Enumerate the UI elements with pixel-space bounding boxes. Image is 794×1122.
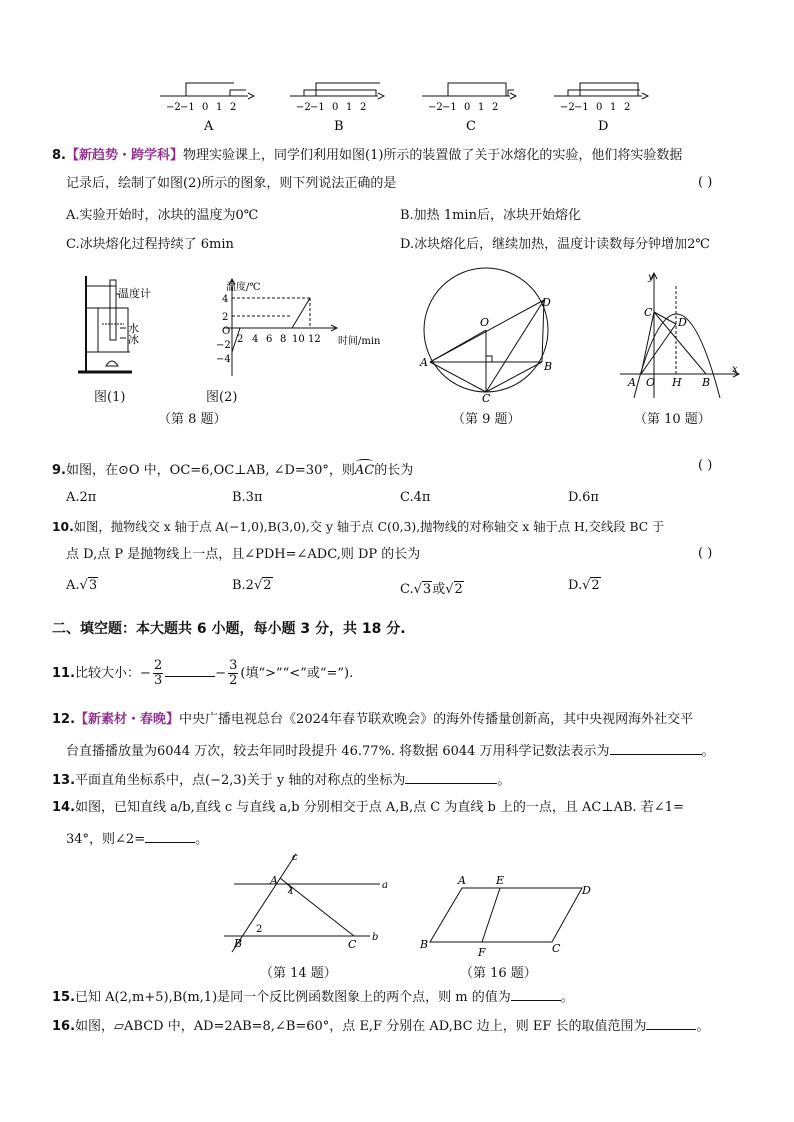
fig9-circle	[418, 266, 558, 405]
q14-line1	[52, 799, 684, 817]
q11-f2-num: 3	[229, 658, 238, 673]
nl-d-tick: 2	[624, 102, 631, 113]
number-line-a	[160, 83, 254, 134]
fig8-xtick: 8	[280, 334, 287, 345]
nl-c-tick: 0	[464, 102, 471, 113]
q16-line	[52, 1015, 710, 1036]
fig10-point: C	[644, 306, 653, 319]
nl-b-label: B	[334, 119, 344, 134]
nl-d-label: D	[598, 119, 609, 134]
q11-fraction-1	[153, 659, 163, 688]
q11-answer-blank[interactable]	[165, 662, 215, 677]
nl-b-tick: 2	[360, 102, 367, 113]
q10-option-a: A.√3	[66, 578, 98, 593]
fig9-caption: （第 9 题）	[452, 412, 521, 427]
nl-c-tick: −1	[442, 102, 457, 113]
q12-number: 12.	[52, 712, 76, 727]
q11-mid: −	[215, 666, 227, 681]
q14-line2	[66, 828, 208, 849]
q10-opt-d-label: D.	[568, 578, 583, 593]
q15-text: 已知 A(2,m+5),B(m,1)是同一个反比例函数图象上的两个点，则 m 的值为	[75, 990, 511, 1005]
q9-answer-paren: ( )	[698, 458, 713, 473]
fig8-caption-1: 图(1)	[94, 390, 126, 405]
q14-text-line2: 34°，则∠2=	[66, 832, 146, 847]
q16-number: 16.	[52, 1019, 76, 1034]
q15-line	[52, 986, 574, 1007]
q12-line1	[52, 711, 693, 729]
q9-line	[52, 458, 413, 480]
nl-b-tick: −2	[296, 102, 311, 113]
fig10-point: x	[732, 364, 738, 375]
q10-opt-c-rad2: 2	[454, 582, 463, 597]
nl-d-tick: 1	[610, 102, 617, 113]
q8-text-line2: 记录后，绘制了如图(2)所示的图象，则下列说法正确的是	[66, 176, 397, 191]
nl-d-tick: 0	[596, 102, 603, 113]
fig14-label: b	[372, 932, 379, 943]
fig16-label: E	[496, 874, 505, 887]
q11-number: 11.	[52, 666, 76, 681]
q12-text-end: 。	[701, 744, 715, 759]
fig9-point: D	[542, 296, 551, 309]
fig8-ytick: 2	[222, 312, 229, 323]
q10-option-c: C.√3或√2	[400, 582, 463, 597]
fig8-label-thermometer: 温度计	[118, 287, 151, 300]
nl-b-tick: 0	[332, 102, 339, 113]
nl-b-tick: −1	[310, 102, 325, 113]
number-line-b	[290, 83, 384, 134]
nl-c-tick: 2	[492, 102, 499, 113]
q8-number: 8.	[52, 148, 66, 163]
fig10-caption: （第 10 题）	[634, 412, 711, 427]
section-fill-in-title: 二、填空题：本大题共 6 小题，每小题 3 分，共 18 分.	[52, 621, 406, 637]
q15-number: 15.	[52, 990, 76, 1005]
q9-text-a: 如图，在⊙O 中，OC=6,OC⊥AB, ∠D=30°，则	[65, 463, 355, 478]
fig14-label: A	[270, 874, 278, 887]
fig14-label: 1	[288, 886, 295, 897]
nl-c-tick: 1	[478, 102, 485, 113]
fig8-xtick: 12	[308, 334, 321, 345]
q11-line	[52, 658, 353, 690]
fig10-point: A	[628, 376, 636, 389]
fig8-graph	[196, 276, 382, 382]
fig9-point: A	[420, 356, 428, 369]
q10-opt-c-label: C.	[400, 582, 414, 597]
fig8-ytick: O	[222, 326, 231, 337]
q10-opt-a-label: A.	[66, 578, 80, 593]
fig16-caption: （第 16 题）	[460, 966, 537, 981]
fig8-label-ice: 冰	[128, 333, 139, 346]
fig9-point: B	[544, 360, 553, 373]
fig8-ytick: −2	[216, 340, 231, 351]
fig16-label: C	[552, 942, 561, 955]
q8-option-c: C.冰块熔化过程持续了 6min	[66, 237, 234, 252]
nl-a-tick: 0	[202, 102, 209, 113]
q10-opt-c-or: 或	[432, 582, 446, 597]
fig8-apparatus	[76, 272, 176, 382]
q10-opt-b-label: B.2	[232, 578, 254, 593]
fig14-label: 2	[256, 924, 263, 935]
q10-line1	[52, 518, 664, 536]
q9-option-c: C.4π	[400, 490, 431, 505]
fig8-label-water: 水	[128, 322, 139, 335]
q12-tag: 【新素材・春晚】	[75, 712, 180, 727]
fig8-xlabel: 时间/min	[338, 336, 381, 347]
fig16-label: F	[478, 946, 486, 959]
q8-text-line1: 物理实验课上，同学们利用如图(1)所示的装置做了关于冰熔化的实验，他们将实验数据	[183, 148, 683, 163]
q9-number: 9.	[52, 463, 66, 478]
arc-mark-icon	[356, 459, 373, 464]
fig14-parallel-lines	[220, 848, 392, 956]
fig8-xtick: 4	[252, 334, 259, 345]
fig8-caption: （第 8 题）	[158, 412, 227, 427]
q11-f1-den: 3	[153, 673, 163, 688]
q16-text: 如图，▱ABCD 中，AD=2AB=8,∠B=60°，点 E,F 分别在 AD,BC 边上，则 EF 长的取值范围为	[75, 1019, 647, 1034]
q15-answer-blank[interactable]	[511, 986, 561, 1001]
fig14-label: a	[382, 880, 388, 891]
q12-text-line2: 台直播播放量为6044 万次，较去年同时段提升 46.77%. 将数据 6044 万用科学记数法表示为	[66, 744, 610, 759]
q8-option-b: B.加热 1min后，冰块开始熔化	[400, 208, 581, 223]
q10-opt-b-rad: 2	[263, 578, 272, 593]
q11-f1-num: 2	[153, 658, 163, 673]
q10-option-b: B.2√2	[232, 578, 272, 593]
nl-a-label: A	[204, 119, 214, 134]
q10-line2	[66, 546, 420, 564]
q12-line2	[66, 740, 715, 761]
q10-text-line2: 点 D,点 P 是抛物线上一点，且∠PDH=∠ADC,则 DP 的长为	[66, 547, 421, 562]
q11-text-b: (填“>”“<”或“=”).	[240, 666, 354, 681]
nl-b-tick: 1	[346, 102, 353, 113]
fig8-caption-2: 图(2)	[206, 390, 238, 405]
q13-line	[52, 769, 510, 790]
q11-fraction-2	[228, 659, 238, 688]
q14-answer-blank[interactable]	[145, 828, 195, 843]
q10-opt-a-rad: 3	[88, 578, 98, 593]
q8-tag: 【新趋势・跨学科】	[65, 148, 183, 163]
nl-a-tick: 1	[216, 102, 223, 113]
q13-text-end: 。	[497, 773, 511, 788]
nl-c-label: C	[466, 119, 476, 134]
nl-d-tick: −1	[574, 102, 589, 113]
fig9-point: C	[482, 392, 491, 405]
fig8-ytick: −4	[216, 354, 231, 365]
nl-c-tick: −2	[428, 102, 443, 113]
q9-option-a: A.2π	[66, 490, 97, 505]
q9-option-b: B.3π	[232, 490, 263, 505]
fig10-point: H	[672, 376, 682, 389]
q12-answer-blank[interactable]	[610, 740, 702, 755]
fig10-point: O	[646, 376, 656, 389]
number-line-d	[554, 83, 648, 134]
fig10-parabola	[616, 270, 746, 402]
q8-line1	[52, 147, 682, 165]
q10-opt-c-rad1: 3	[422, 582, 432, 597]
q8-option-d: D.冰块熔化后，继续加热，温度计读数每分钟增加2℃	[400, 237, 710, 252]
fig9-point: O	[480, 316, 490, 329]
fig16-parallelogram	[418, 872, 598, 960]
q14-text-end: 。	[195, 832, 209, 847]
q10-text-line1: 如图，抛物线交 x 轴于点 A(−1,0),B(3,0),交 y 轴于点 C(0,3),抛物线的对称轴交 x 轴于点 H,交线段 BC 于	[73, 520, 665, 534]
fig16-label: B	[420, 938, 429, 951]
fig14-label: B	[234, 937, 243, 950]
fig8-xtick: 6	[266, 334, 273, 345]
fig14-caption: （第 14 题）	[260, 966, 337, 981]
q11-f2-den: 2	[229, 673, 238, 688]
fig14-label: c	[292, 852, 298, 863]
q8-line2	[66, 175, 396, 193]
number-line-options	[150, 80, 631, 138]
q16-answer-blank[interactable]	[646, 1015, 696, 1030]
q15-text-end: 。	[560, 990, 574, 1005]
q13-text: 平面直角坐标系中，点(−2,3)关于 y 轴的对称点的坐标为	[75, 773, 406, 788]
q8-answer-paren: ( )	[698, 175, 713, 190]
fig8-ytick: 4	[222, 294, 229, 305]
q13-number: 13.	[52, 773, 76, 788]
nl-a-tick: 2	[230, 102, 237, 113]
fig10-point: D	[678, 316, 687, 329]
q9-text-b: 的长为	[374, 463, 414, 478]
q9-option-d: D.6π	[568, 490, 599, 505]
q16-text-end: 。	[696, 1019, 710, 1034]
nl-d-tick: −2	[560, 102, 575, 113]
q14-number: 14.	[52, 800, 76, 815]
fig16-label: A	[458, 874, 466, 887]
q13-answer-blank[interactable]	[405, 769, 497, 784]
nl-a-tick: −1	[180, 102, 195, 113]
fig10-point: B	[702, 376, 711, 389]
q10-option-d: D.√2	[568, 578, 600, 593]
fig10-point: y	[648, 272, 654, 283]
number-line-c	[422, 83, 516, 134]
q14-text-line1: 如图，已知直线 a/b,直线 c 与直线 a,b 分别相交于点 A,B,点 C 为直线 b 上的一点，且 AC⊥AB. 若∠1=	[75, 800, 684, 815]
fig8-ylabel: 温度/℃	[226, 282, 261, 293]
fig14-label: C	[348, 938, 357, 951]
nl-a-tick: −2	[166, 102, 181, 113]
q8-option-a: A.实验开始时，冰块的温度为0℃	[66, 208, 259, 223]
fig8-xtick: 10	[292, 334, 305, 345]
fig8-xtick: 2	[237, 334, 244, 345]
q9-arc-label: AC	[354, 463, 375, 478]
q9-arc	[355, 458, 374, 480]
q10-opt-d-rad: 2	[591, 578, 600, 593]
q10-number: 10.	[52, 520, 74, 534]
fig16-label: D	[582, 884, 591, 897]
q10-answer-paren: ( )	[698, 546, 713, 561]
q11-text-a: 比较大小：−	[75, 666, 151, 681]
q12-text-line1: 中央广播电视总台《2024年春节联欢晚会》的海外传播量创新高，其中央视网海外社交平	[179, 712, 694, 727]
